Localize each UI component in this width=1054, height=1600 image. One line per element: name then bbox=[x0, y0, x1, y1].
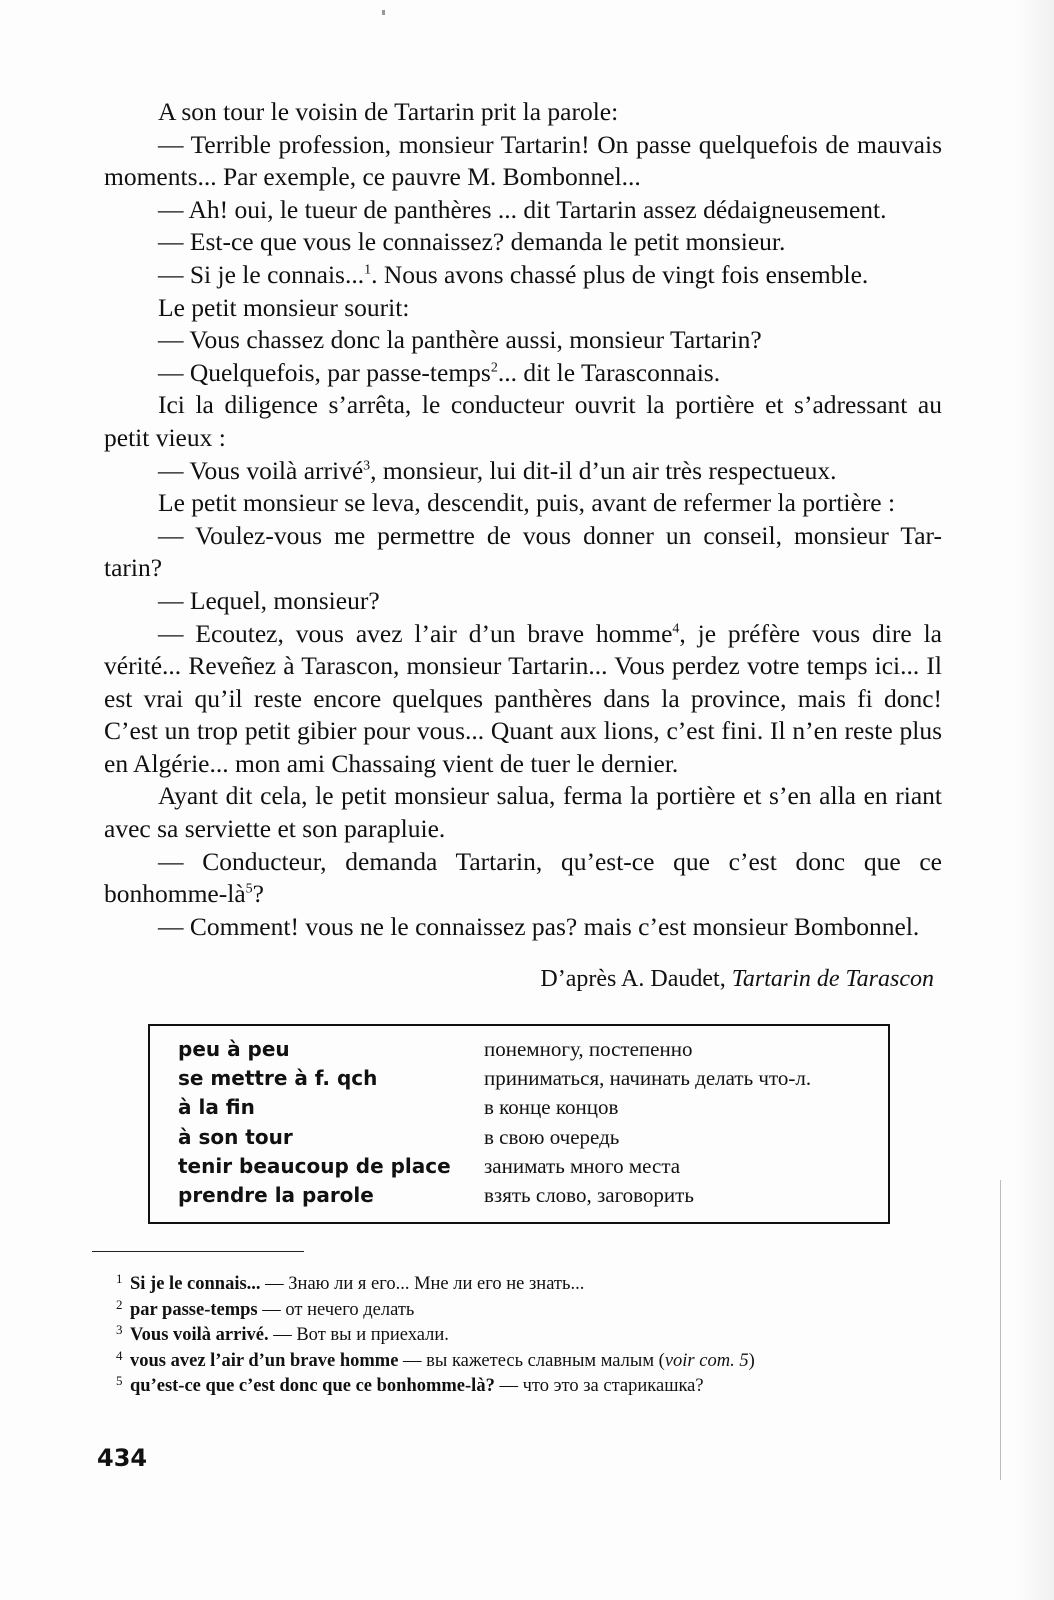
paragraph-text: — Vous voilà arrivé bbox=[158, 455, 364, 485]
footnote-term: qu’est-ce que c’est donc que ce bonhomme-là? bbox=[130, 1376, 495, 1396]
footnote-marker: 1 bbox=[364, 262, 372, 278]
footnote bbox=[116, 1347, 910, 1375]
attribution-work-title: Tartarin de Tarascon bbox=[731, 966, 934, 992]
footnote-translation: — от нечего делать bbox=[257, 1299, 415, 1320]
footnote bbox=[116, 1322, 910, 1349]
scan-artifact-line bbox=[1000, 1180, 1001, 1480]
footnote-marker: 4 bbox=[672, 621, 680, 636]
vocabulary-row bbox=[150, 1093, 888, 1122]
vocabulary-russian-translation: занимать много места bbox=[484, 1153, 681, 1178]
footnote-marker: 5 bbox=[245, 881, 253, 897]
vocabulary-russian-translation: приниматься, начинать делать что-л. bbox=[484, 1066, 812, 1091]
paragraph-text: — Quelquefois, par passe-temps bbox=[158, 357, 491, 387]
paragraph-text: — Terrible profession, monsieur Tartarin! On passe quelquefois de mauvais moments... Par exemple, ce pauvre M. Bombonnel... bbox=[104, 129, 942, 192]
footnote-number: 2 bbox=[116, 1296, 123, 1312]
vocabulary-french-term: prendre la parole bbox=[178, 1183, 374, 1207]
paragraph-text: , monsieur, lui dit-il d’un air très respectueux. bbox=[370, 455, 837, 485]
paragraph-text: — Voulez-vous me permettre de vous donner un conseil, monsieur Tar-tarin? bbox=[104, 520, 942, 583]
vocabulary-box bbox=[148, 1024, 890, 1224]
paragraph bbox=[104, 96, 942, 129]
paragraph bbox=[104, 226, 942, 259]
paragraph-text: ? bbox=[252, 879, 264, 909]
footnote-number: 3 bbox=[116, 1322, 123, 1337]
scan-edge-shadow bbox=[1014, 0, 1054, 1600]
footnote bbox=[116, 1271, 910, 1298]
paragraph-text: — Conducteur, demanda Tartarin, qu’est-ce que c’est donc que ce bonhomme-là bbox=[104, 846, 942, 909]
paragraph-text: A son tour le voisin de Tartarin prit la parole: bbox=[158, 97, 619, 126]
footnote bbox=[116, 1373, 910, 1400]
paragraph-text: Ici la diligence s’arrêta, le conducteur ouvrit la portière et s’adressant au petit vieux : bbox=[104, 390, 942, 452]
vocabulary-russian-translation: понемногу, постепенно bbox=[484, 1037, 693, 1061]
footnote-closing: ) bbox=[748, 1350, 755, 1371]
paragraph-text: — Ecoutez, vous avez l’air d’un brave homme bbox=[158, 618, 673, 648]
story-text bbox=[104, 96, 942, 943]
paragraph bbox=[104, 292, 942, 325]
paragraph-text: Le petit monsieur se leva, descendit, puis, avant de refermer la portière : bbox=[158, 488, 896, 518]
paragraph bbox=[104, 520, 942, 585]
paragraph-text: Le petit monsieur sourit: bbox=[158, 292, 410, 322]
paragraph-text: . Nous avons chassé plus de vingt fois ensemble. bbox=[371, 259, 869, 289]
footnote bbox=[116, 1296, 910, 1324]
footnote-translation: — Вот вы и приехали. bbox=[268, 1325, 449, 1345]
vocabulary-french-term: tenir beaucoup de place bbox=[178, 1153, 451, 1178]
paragraph-text: — Lequel, monsieur? bbox=[158, 585, 380, 615]
footnotes bbox=[116, 1271, 910, 1400]
paragraph-text: — Si je le connais... bbox=[158, 259, 365, 289]
paragraph bbox=[104, 324, 942, 357]
footnote-term: vous avez l’air d’un brave homme bbox=[130, 1350, 399, 1371]
vocabulary-russian-translation: в конце концов bbox=[484, 1095, 619, 1120]
vocabulary-french-term: à la fin bbox=[178, 1095, 255, 1120]
footnote-term: Si je le connais... bbox=[130, 1274, 261, 1294]
page-number: 434 bbox=[97, 1444, 148, 1472]
vocabulary-row bbox=[150, 1064, 888, 1093]
paragraph-text: , je préfère vous dire la vérité... Reveñez à Tarascon, monsieur Tartarin... Vous perdez votre temps ici... Il est vrai qu’il reste encore quelques panthères dans la province, mais fi donc! C’est un trop petit gibier pour vous... Quant aux lions, c’est fini. Il n’en reste plus en Algérie... mon ami Chassaing vient de tuer le dernier. bbox=[104, 618, 942, 778]
paragraph bbox=[104, 487, 942, 520]
vocabulary-russian-translation: в свою очередь bbox=[484, 1124, 620, 1149]
footnote-marker: 2 bbox=[490, 360, 498, 376]
paragraph bbox=[104, 357, 942, 390]
paragraph-text: — Vous chassez donc la panthère aussi, monsieur Tartarin? bbox=[158, 325, 762, 355]
paragraph bbox=[104, 129, 942, 194]
paragraph bbox=[104, 259, 942, 292]
source-attribution bbox=[104, 963, 934, 995]
vocabulary-row bbox=[150, 1123, 888, 1152]
footnote-reference: voir com. 5 bbox=[664, 1350, 749, 1371]
paragraph-text: — Ah! oui, le tueur de panthères ... dit Tartarin assez dédaigneusement. bbox=[158, 194, 887, 224]
vocabulary-french-term: peu à peu bbox=[178, 1037, 290, 1061]
attribution-prefix: D’après A. Daudet, bbox=[540, 966, 732, 992]
scan-speck bbox=[382, 10, 385, 15]
paragraph bbox=[104, 389, 942, 454]
paragraph-text: — Est-ce que vous le connaissez? demanda le petit monsieur. bbox=[158, 227, 786, 257]
footnote-translation: — что это за старикашка? bbox=[494, 1376, 704, 1396]
footnote-number: 4 bbox=[116, 1347, 123, 1363]
paragraph bbox=[104, 780, 942, 845]
paragraph bbox=[104, 618, 942, 781]
paragraph-text: — Comment! vous ne le connaissez pas? mais c’est monsieur Bombonnel. bbox=[158, 911, 920, 941]
footnote-translation: — Знаю ли я его... Мне ли его не знать... bbox=[260, 1274, 585, 1294]
vocabulary-row bbox=[150, 1035, 888, 1064]
footnote-number: 5 bbox=[116, 1373, 123, 1388]
footnote-divider bbox=[92, 1251, 304, 1252]
paragraph-text: Ayant dit cela, le petit monsieur salua, ferma la portière et s’en alla en riant avec sa serviette et son parapluie. bbox=[104, 781, 942, 844]
vocabulary-french-term: à son tour bbox=[178, 1124, 293, 1149]
paragraph bbox=[104, 585, 942, 618]
footnote-marker: 3 bbox=[363, 458, 371, 474]
paragraph bbox=[104, 911, 942, 944]
vocabulary-row bbox=[150, 1152, 888, 1181]
paragraph bbox=[104, 194, 942, 227]
footnote-term: Vous voilà arrivé. bbox=[130, 1325, 269, 1345]
paragraph-text: ... dit le Tarasconnais. bbox=[497, 357, 721, 387]
paragraph bbox=[104, 455, 942, 488]
vocabulary-french-term: se mettre à f. qch bbox=[178, 1066, 378, 1091]
footnote-number: 1 bbox=[116, 1271, 123, 1286]
paragraph bbox=[104, 846, 942, 911]
footnote-term: par passe-temps bbox=[130, 1299, 258, 1320]
footnote-translation: — вы кажетесь славным малым ( bbox=[398, 1350, 665, 1371]
vocabulary-russian-translation: взять слово, заговорить bbox=[484, 1183, 694, 1207]
vocabulary-row bbox=[150, 1181, 888, 1210]
